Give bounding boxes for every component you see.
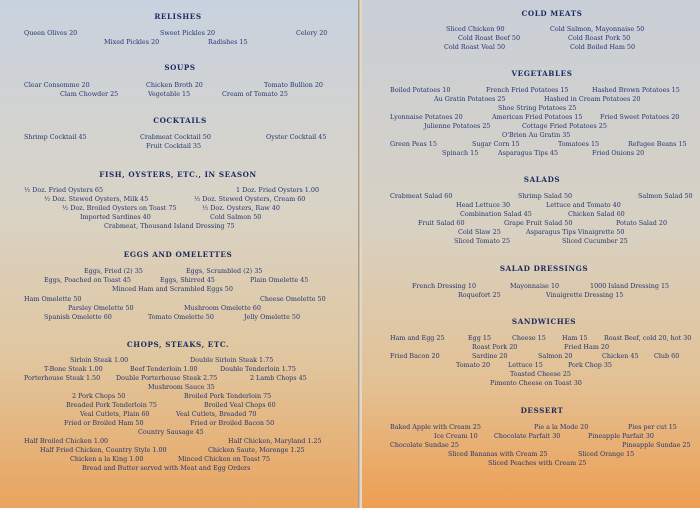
menu-item-vinaigrette-dressing: Vinaigrette Dressing 15 [546, 291, 624, 299]
menu-item-doz-fried-oysters: 1 Doz. Fried Oysters 1.00 [236, 186, 320, 194]
menu-item-porterhouse: Porterhouse Steak 1.50 [24, 374, 101, 382]
menu-item-french-dressing: French Dressing 10 [412, 282, 477, 290]
menu-item-cheese-omelette: Cheese Omelette 50 [260, 295, 326, 303]
menu-item-lyonnaise-potatoes: Lyonnaise Potatoes 20 [390, 113, 463, 121]
menu-item-fried-broiled-bacon: Fried or Broiled Bacon 50 [190, 419, 275, 427]
menu-item-clear-consomme: Clear Consomme 20 [24, 81, 90, 89]
menu-item-chicken-broth: Chicken Broth 20 [146, 81, 203, 89]
chops-heading: CHOPS, STEAKS, ETC. [126, 340, 230, 349]
menu-item-au-gratin-potatoes: Au Gratin Potatoes 25 [434, 95, 506, 103]
menu-item-hashed-in-cream: Hashed in Cream Potatoes 20 [544, 95, 641, 103]
menu-item-refugee-beans: Refugee Beans 15 [628, 140, 687, 148]
menu-item-club-sandwich: Club 60 [654, 352, 680, 360]
menu-item-shrimp-cocktail: Shrimp Cocktail 45 [24, 133, 87, 141]
menu-item-ice-cream: Ice Cream 10 [434, 432, 478, 440]
relishes-heading: RELISHES [154, 12, 202, 21]
menu-item-egg-sandwich: Egg 15 [468, 334, 492, 342]
menu-item-fried-broiled-ham: Fried or Broiled Ham 50 [64, 419, 144, 427]
menu-item-imported-sardines: Imported Sardines 40 [80, 213, 151, 221]
menu-item-pineapple-parfait: Pineapple Parfait 30 [588, 432, 654, 440]
menu-item-cream-of-tomato: Cream of Tomato 25 [222, 90, 288, 98]
menu-item-combination-salad: Combination Salad 45 [460, 210, 532, 218]
menu-item-queen-olives: Queen Olives 20 [24, 29, 78, 37]
fish-heading: FISH, OYSTERS, ETC., IN SEASON [99, 170, 257, 179]
menu-item-beef-tenderloin: Beef Tenderloin 1.00 [130, 365, 198, 373]
menu-item-cheese-sandwich: Cheese 15 [512, 334, 546, 342]
menu-item-baked-apple: Baked Apple with Cream 25 [390, 423, 481, 431]
menu-item-celery: Celery 20 [296, 29, 328, 37]
menu-item-french-fried-potatoes: French Fried Potatoes 15 [486, 86, 569, 94]
menu-item-asparagus-vinaigrette: Asparagus Tips Vinaigrette 50 [526, 228, 625, 236]
menu-item-roast-beef-sandwich: Roast Beef, cold 20, hot 30 [604, 334, 692, 342]
menu-item-mayonnaise: Mayonnaise 10 [510, 282, 560, 290]
menu-item-fruit-salad: Fruit Salad 60 [418, 219, 465, 227]
menu-item-salmon-salad: Salmon Salad 50 [638, 192, 693, 200]
menu-item-clam-chowder: Clam Chowder 25 [60, 90, 119, 98]
cocktails-heading: COCKTAILS [153, 116, 207, 125]
right-menu-page [362, 0, 700, 508]
menu-item-pineapple-sundae: Pineapple Sundae 25 [622, 441, 691, 449]
menu-item-plain-omelette: Plain Omelette 45 [250, 276, 309, 284]
menu-item-poached-eggs: Eggs, Poached on Toast 45 [44, 276, 131, 284]
menu-item-cold-salmon: Cold Salmon 50 [210, 213, 262, 221]
menu-item-cold-salmon-mayonnaise: Cold Salmon, Mayonnaise 50 [550, 25, 645, 33]
menu-item-fruit-cocktail: Fruit Cocktail 35 [146, 142, 202, 150]
menu-item-crabmeat-salad: Crabmeat Salad 60 [390, 192, 453, 200]
menu-item-double-sirloin: Double Sirloin Steak 1.75 [190, 356, 274, 364]
menu-item-broiled-veal-chops: Broiled Veal Chops 60 [204, 401, 276, 409]
eggs-heading: EGGS AND OMELETTES [123, 250, 233, 259]
menu-item-american-fried-potatoes: American Fried Potatoes 15 [492, 113, 583, 121]
menu-item-sliced-orange: Sliced Orange 15 [578, 450, 635, 458]
menu-item-chicken-salad: Chicken Salad 60 [568, 210, 625, 218]
menu-item-fried-bacon-sandwich: Fried Bacon 20 [390, 352, 440, 360]
salads-heading: SALADS [523, 175, 561, 184]
dessert-heading: DESSERT [520, 406, 564, 415]
menu-item-pie-a-la-mode: Pie a la Mode 20 [534, 423, 589, 431]
menu-item-chicken-sandwich: Chicken 45 [602, 352, 639, 360]
menu-item-two-pork-chops: 2 Pork Chops 50 [72, 392, 126, 400]
menu-item-sliced-tomato: Sliced Tomato 25 [454, 237, 511, 245]
menu-item-lettuce-and-tomato: Lettuce and Tomato 40 [546, 201, 621, 209]
cold-meats-heading: COLD MEATS [521, 9, 583, 18]
menu-item-cold-boiled-ham: Cold Boiled Ham 50 [570, 43, 636, 51]
menu-item-chicken-saute: Chicken Saute, Morenge 1.25 [208, 446, 305, 454]
menu-item-cold-slaw: Cold Slaw 25 [458, 228, 501, 236]
menu-item-roquefort: Roquefort 25 [458, 291, 501, 299]
menu-item-sliced-peaches: Sliced Peaches with Cream 25 [488, 459, 587, 467]
menu-item-shirred-eggs: Eggs, Shirred 45 [160, 276, 215, 284]
menu-item-toasted-cheese: Toasted Cheese 25 [510, 370, 571, 378]
menu-item-half-fried-chicken: Half Fried Chicken, Country Style 1.00 [40, 446, 167, 454]
menu-item-fried-sweet-potatoes: Fried Sweet Potatoes 20 [600, 113, 680, 121]
menu-item-broiled-oysters: ½ Doz. Broiled Oysters on Toast 75 [62, 204, 177, 212]
menu-item-boiled-potatoes: Boiled Potatoes 10 [390, 86, 451, 94]
menu-item-chocolate-sundae: Chocolate Sundae 25 [390, 441, 459, 449]
menu-item-chicken-a-la-king: Chicken a la King 1.00 [70, 455, 144, 463]
menu-item-tbone-steak: T-Bone Steak 1.00 [44, 365, 103, 373]
menu-item-green-peas: Green Peas 15 [390, 140, 437, 148]
menu-item-half-broiled-chicken: Half Broiled Chicken 1.00 [24, 437, 109, 445]
menu-item-fried-onions: Fried Onions 20 [592, 149, 645, 157]
menu-item-veal-cutlets-breaded: Veal Cutlets, Breaded 70 [176, 410, 257, 418]
menu-item-cold-roast-veal: Cold Roast Veal 50 [444, 43, 506, 51]
menu-item-oyster-cocktail: Oyster Cocktail 45 [266, 133, 327, 141]
menu-item-grape-fruit-salad: Grape Fruit Salad 50 [504, 219, 573, 227]
menu-item-chocolate-parfait: Chocolate Parfait 30 [494, 432, 561, 440]
menu-item-two-lamb-chops: 2 Lamb Chops 45 [250, 374, 307, 382]
menu-item-tomato-omelette: Tomato Omelette 50 [148, 313, 214, 321]
menu-item-half-chicken-maryland: Half Chicken, Maryland 1.25 [228, 437, 322, 445]
sandwiches-heading: SANDWICHES [511, 317, 577, 326]
menu-item-spinach: Spinach 15 [442, 149, 479, 157]
menu-item-raw-oysters: ½ Doz. Oysters, Raw 40 [202, 204, 280, 212]
menu-item-ham-omelette: Ham Omelette 50 [24, 295, 82, 303]
menu-item-tomatoes: Tomatoes 15 [558, 140, 600, 148]
menu-item-head-lettuce: Head Lettuce 30 [456, 201, 511, 209]
menu-item-double-porterhouse: Double Porterhouse Steak 2.75 [116, 374, 218, 382]
menu-item-parsley-omelette: Parsley Omelette 50 [68, 304, 134, 312]
menu-item-sliced-bananas: Sliced Bananas with Cream 25 [448, 450, 548, 458]
menu-item-fried-ham-sandwich: Fried Ham 20 [564, 343, 610, 351]
menu-item-pimento-cheese: Pimento Cheese on Toast 30 [490, 379, 582, 387]
menu-item-shrimp-salad: Shrimp Salad 50 [518, 192, 573, 200]
menu-item-stewed-oysters-milk: ½ Doz. Stewed Oysters, Milk 45 [44, 195, 149, 203]
menu-item-fried-eggs: Eggs, Fried (2) 35 [84, 267, 143, 275]
menu-item-ham-and-egg-sandwich: Ham and Egg 25 [390, 334, 445, 342]
menu-item-mushroom-omelette: Mushroom Omelette 60 [184, 304, 261, 312]
menu-item-mixed-pickles: Mixed Pickles 20 [104, 38, 160, 46]
menu-item-tomato-bullion: Tomato Bullion 20 [264, 81, 324, 89]
menu-item-scrambled-eggs: Eggs, Scrambled (2) 35 [186, 267, 263, 275]
menu-item-lettuce-sandwich: Lettuce 15 [508, 361, 543, 369]
menu-item-sugar-corn: Sugar Corn 15 [472, 140, 520, 148]
menu-item-mushroom-sauce: Mushroom Sauce 35 [148, 383, 215, 391]
menu-item-ham-sandwich: Ham 15 [562, 334, 588, 342]
menu-item-sweet-pickles: Sweet Pickles 20 [160, 29, 216, 37]
menu-item-sliced-chicken: Sliced Chicken 90 [446, 25, 505, 33]
menu-item-cottage-fried-potatoes: Cottage Fried Potatoes 25 [522, 122, 607, 130]
menu-item-jelly-omelette: Jelly Omelette 50 [244, 313, 301, 321]
menu-item-salmon-sandwich: Salmon 20 [538, 352, 573, 360]
bread-butter-note: Bread and Butter served with Meat and Egg Orders [82, 464, 251, 472]
menu-item-crabmeat-cocktail: Crabmeat Cocktail 50 [140, 133, 211, 141]
menu-item-cold-roast-pork: Cold Roast Pork 50 [568, 34, 631, 42]
menu-item-breaded-pork-tenderloin: Breaded Pork Tenderloin 75 [66, 401, 157, 409]
menu-item-half-doz-fried-oysters: ½ Doz. Fried Oysters 65 [24, 186, 104, 194]
soups-heading: SOUPS [164, 63, 196, 72]
menu-item-stewed-oysters-cream: ½ Doz. Stewed Oysters, Cream 60 [194, 195, 306, 203]
menu-item-potato-salad: Potato Salad 20 [616, 219, 668, 227]
menu-item-sirloin-steak: Sirloin Steak 1.00 [70, 356, 129, 364]
menu-item-julienne-potatoes: Julienne Potatoes 25 [424, 122, 491, 130]
menu-item-asparagus-tips: Asparagus Tips 45 [498, 149, 559, 157]
menu-item-broiled-pork-tenderloin: Broiled Pork Tenderloin 75 [184, 392, 272, 400]
menu-item-tomato-sandwich: Tomato 20 [456, 361, 491, 369]
menu-item-obrien-au-gratin: O'Brien Au Gratin 35 [502, 131, 571, 139]
menu-item-cold-roast-beef: Cold Roast Beef 50 [458, 34, 521, 42]
menu-item-minced-ham-eggs: Minced Ham and Scrambled Eggs 50 [112, 285, 233, 293]
menu-item-veal-cutlets-plain: Veal Cutlets, Plain 60 [80, 410, 150, 418]
menu-item-crabmeat-thousand-island: Crabmeat, Thousand Island Dressing 75 [104, 222, 235, 230]
menu-item-sardine-sandwich: Sardine 20 [472, 352, 508, 360]
menu-item-country-sausage: Country Sausage 45 [138, 428, 204, 436]
menu-item-pies-per-cut: Pies per cut 15 [628, 423, 677, 431]
menu-item-double-tenderloin: Double Tenderloin 1.75 [220, 365, 296, 373]
vegetables-heading: VEGETABLES [511, 69, 573, 78]
menu-item-hashed-brown-potatoes: Hashed Brown Potatoes 15 [592, 86, 680, 94]
menu-item-spanish-omelette: Spanish Omelette 60 [44, 313, 112, 321]
menu-item-minced-chicken: Minced Chicken on Toast 75 [178, 455, 271, 463]
menu-item-thousand-island-dressing: 1000 Island Dressing 15 [590, 282, 670, 290]
menu-item-roast-pork-sandwich: Roast Pork 20 [472, 343, 518, 351]
menu-item-vegetable-soup: Vegetable 15 [148, 90, 191, 98]
menu-item-pork-chop-sandwich: Pork Chop 35 [568, 361, 612, 369]
menu-item-sliced-cucumber: Sliced Cucumber 25 [562, 237, 628, 245]
menu-item-shoe-string-potatoes: Shoe String Potatoes 25 [498, 104, 577, 112]
menu-item-radishes: Radishes 15 [208, 38, 248, 46]
salad-dressings-heading: SALAD DRESSINGS [499, 264, 589, 273]
